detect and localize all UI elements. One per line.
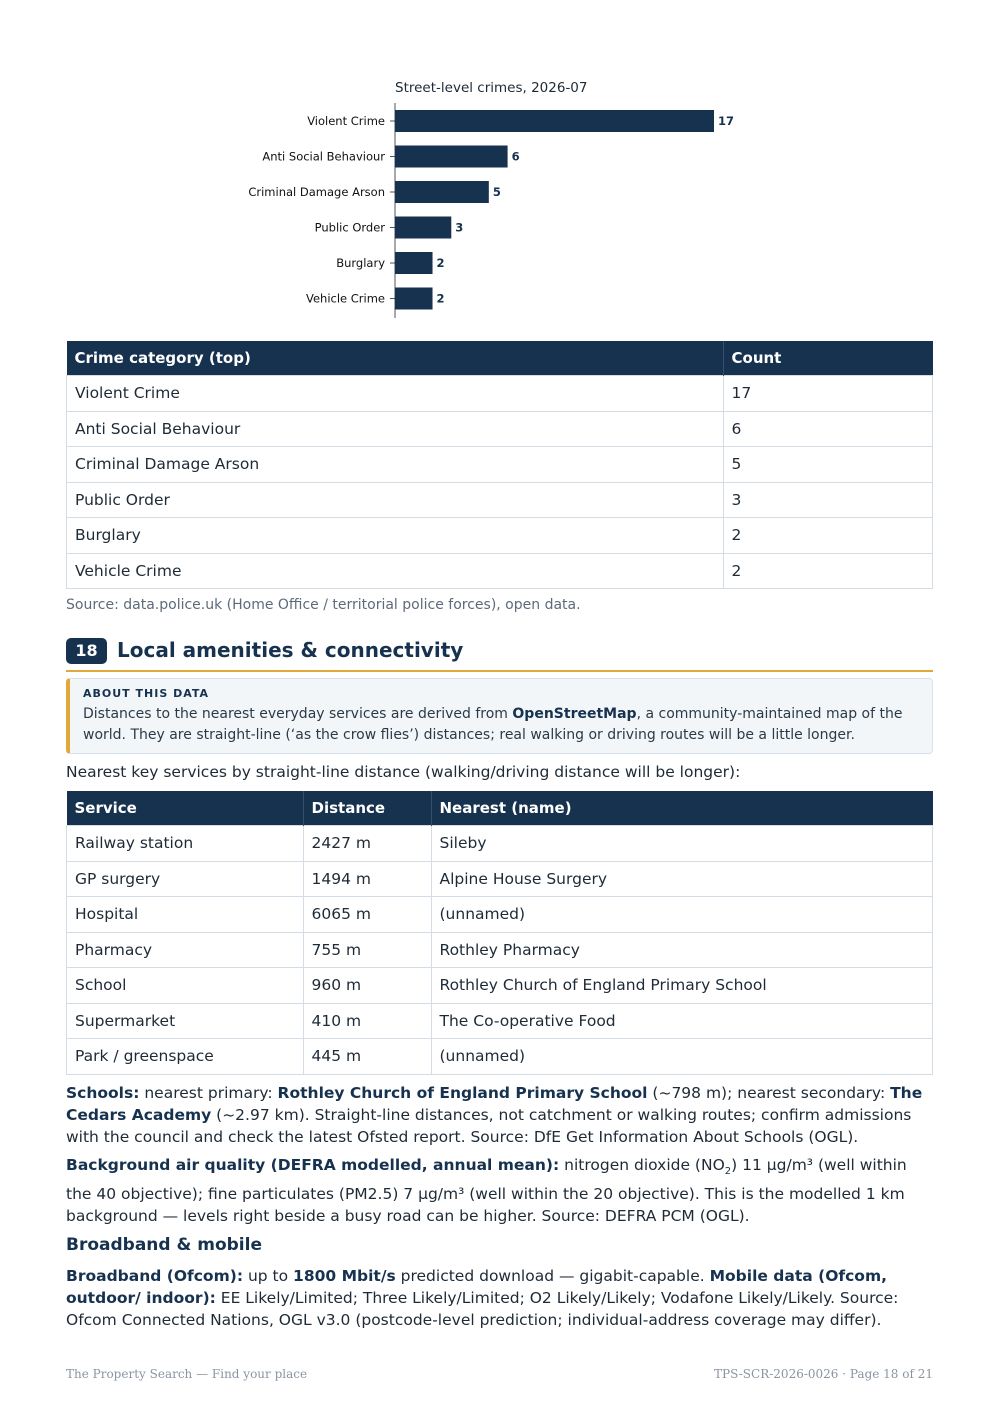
- crime-source-note: Source: data.police.uk (Home Office / territorial police forces), open data.: [66, 597, 581, 613]
- table-cell: 17: [723, 376, 933, 412]
- column-header: Crime category (top): [67, 341, 724, 376]
- table-cell: 6: [723, 411, 933, 447]
- table-cell: 960 m: [303, 968, 431, 1004]
- table-cell: Criminal Damage Arson: [67, 447, 724, 483]
- y-tick-label: Public Order: [314, 220, 385, 235]
- broadband-paragraph: Broadband (Ofcom): up to 1800 Mbit/s predicted download — gigabit-capable. Mobile data (Ofcom, outdoor/ indoor): EE Likely/Limited; Three Likely/Limited; O2 Likely/Likely; Vodafone Likely/Likely. Source: Ofcom Connected Nations, OGL v3.0 (postcode-level prediction; individual-address coverage may differ).: [66, 1267, 899, 1329]
- table-cell: 2: [723, 553, 933, 589]
- bar-value-label: 2: [436, 291, 445, 306]
- table-cell: Public Order: [67, 482, 724, 518]
- table-row: [67, 932, 933, 968]
- bar: [395, 181, 489, 203]
- table-cell: Alpine House Surgery: [431, 861, 933, 897]
- table-cell: 2: [723, 518, 933, 554]
- section-number-badge: 18: [66, 638, 107, 664]
- table-cell: 2427 m: [303, 826, 431, 862]
- table-header-row: [67, 341, 933, 376]
- crime-bar-chart: [0, 0, 1000, 330]
- amenities-lead-text: Nearest key services by straight-line distance (walking/driving distance will be longer):: [66, 763, 741, 781]
- table-row: [67, 861, 933, 897]
- footer-page-ref: TPS-SCR-2026-0026 · Page 18 of 21: [714, 1367, 933, 1381]
- table-cell: Burglary: [67, 518, 724, 554]
- osm-emphasis: OpenStreetMap: [512, 706, 637, 722]
- column-header: Count: [723, 341, 933, 376]
- callout-label: ABOUT THIS DATA: [83, 687, 210, 700]
- table-cell: 445 m: [303, 1039, 431, 1075]
- bar-value-label: 6: [511, 149, 520, 164]
- table-cell: Rothley Pharmacy: [431, 932, 933, 968]
- broadband-heading: Broadband & mobile: [66, 1235, 262, 1255]
- crime-category-table: [66, 341, 933, 589]
- section-heading: [66, 637, 933, 672]
- column-header: Service: [67, 791, 304, 826]
- bar-value-label: 17: [718, 114, 735, 128]
- table-cell: Supermarket: [67, 1003, 304, 1039]
- table-cell: School: [67, 968, 304, 1004]
- table-row: [67, 447, 933, 483]
- table-cell: Violent Crime: [67, 376, 724, 412]
- bar: [395, 217, 451, 239]
- table-cell: Rothley Church of England Primary School: [431, 968, 933, 1004]
- table-row: [67, 482, 933, 518]
- bar: [395, 288, 433, 310]
- y-tick-label: Vehicle Crime: [305, 291, 385, 306]
- callout-text: Distances to the nearest everyday services are derived from OpenStreetMap, a community-maintained map of the world. They are straight-line (‘as the crow flies’) distances; real walking or driving routes will be a little longer.: [83, 706, 903, 743]
- table-row: [67, 376, 933, 412]
- bar: [395, 110, 714, 132]
- table-row: [67, 897, 933, 933]
- table-row: [67, 553, 933, 589]
- table-cell: Hospital: [67, 897, 304, 933]
- table-row: [67, 1003, 933, 1039]
- table-cell: The Co-operative Food: [431, 1003, 933, 1039]
- table-row: [67, 826, 933, 862]
- bar-value-label: 3: [455, 220, 464, 235]
- table-cell: 410 m: [303, 1003, 431, 1039]
- table-row: [67, 518, 933, 554]
- air-quality-paragraph: Background air quality (DEFRA modelled, annual mean): nitrogen dioxide $(NO_2)$ 11 µg/m³ (well within the 40 objective); fine particulates (PM2.5) 7 µg/m³ (well within the 20 objective). This is the modelled 1 km background — levels right beside a busy road can be higher. Source: DEFRA PCM (OGL).: [66, 1156, 907, 1226]
- table-cell: 755 m: [303, 932, 431, 968]
- footer-left: The Property Search — Find your place: [66, 1367, 308, 1381]
- section-title: Local amenities & connectivity: [117, 638, 464, 662]
- table-cell: Sileby: [431, 826, 933, 862]
- table-cell: Railway station: [67, 826, 304, 862]
- table-cell: (unnamed): [431, 897, 933, 933]
- about-data-callout: [66, 678, 933, 754]
- y-tick-label: Burglary: [336, 256, 385, 270]
- table-cell: 5: [723, 447, 933, 483]
- bar: [395, 146, 508, 168]
- table-row: [67, 1039, 933, 1075]
- bar: [395, 252, 433, 274]
- y-tick-label: Violent Crime: [307, 114, 385, 128]
- column-header: Distance: [303, 791, 431, 826]
- table-cell: GP surgery: [67, 861, 304, 897]
- y-tick-label: Criminal Damage Arson: [248, 185, 385, 199]
- amenities-table: [66, 791, 933, 1075]
- table-cell: Pharmacy: [67, 932, 304, 968]
- chart-title: Street-level crimes, 2026-07: [395, 80, 588, 96]
- table-cell: 3: [723, 482, 933, 518]
- table-cell: Park / greenspace: [67, 1039, 304, 1075]
- table-cell: 6065 m: [303, 897, 431, 933]
- table-header-row: [67, 791, 933, 826]
- table-cell: Vehicle Crime: [67, 553, 724, 589]
- table-row: [67, 411, 933, 447]
- table-cell: 1494 m: [303, 861, 431, 897]
- table-cell: Anti Social Behaviour: [67, 411, 724, 447]
- bar-value-label: 2: [436, 256, 445, 270]
- column-header: Nearest (name): [431, 791, 933, 826]
- schools-paragraph: Schools: nearest primary: Rothley Church of England Primary School (~798 m); nearest secondary: The Cedars Academy (~2.97 km). Straight-line distances, not catchment or walking routes; confirm admissions with the council and check the latest Ofsted report. Source: DfE Get Information About Schools (OGL).: [66, 1084, 923, 1146]
- table-row: [67, 968, 933, 1004]
- y-tick-label: Anti Social Behaviour: [262, 149, 385, 164]
- bar-value-label: 5: [492, 185, 501, 199]
- table-cell: (unnamed): [431, 1039, 933, 1075]
